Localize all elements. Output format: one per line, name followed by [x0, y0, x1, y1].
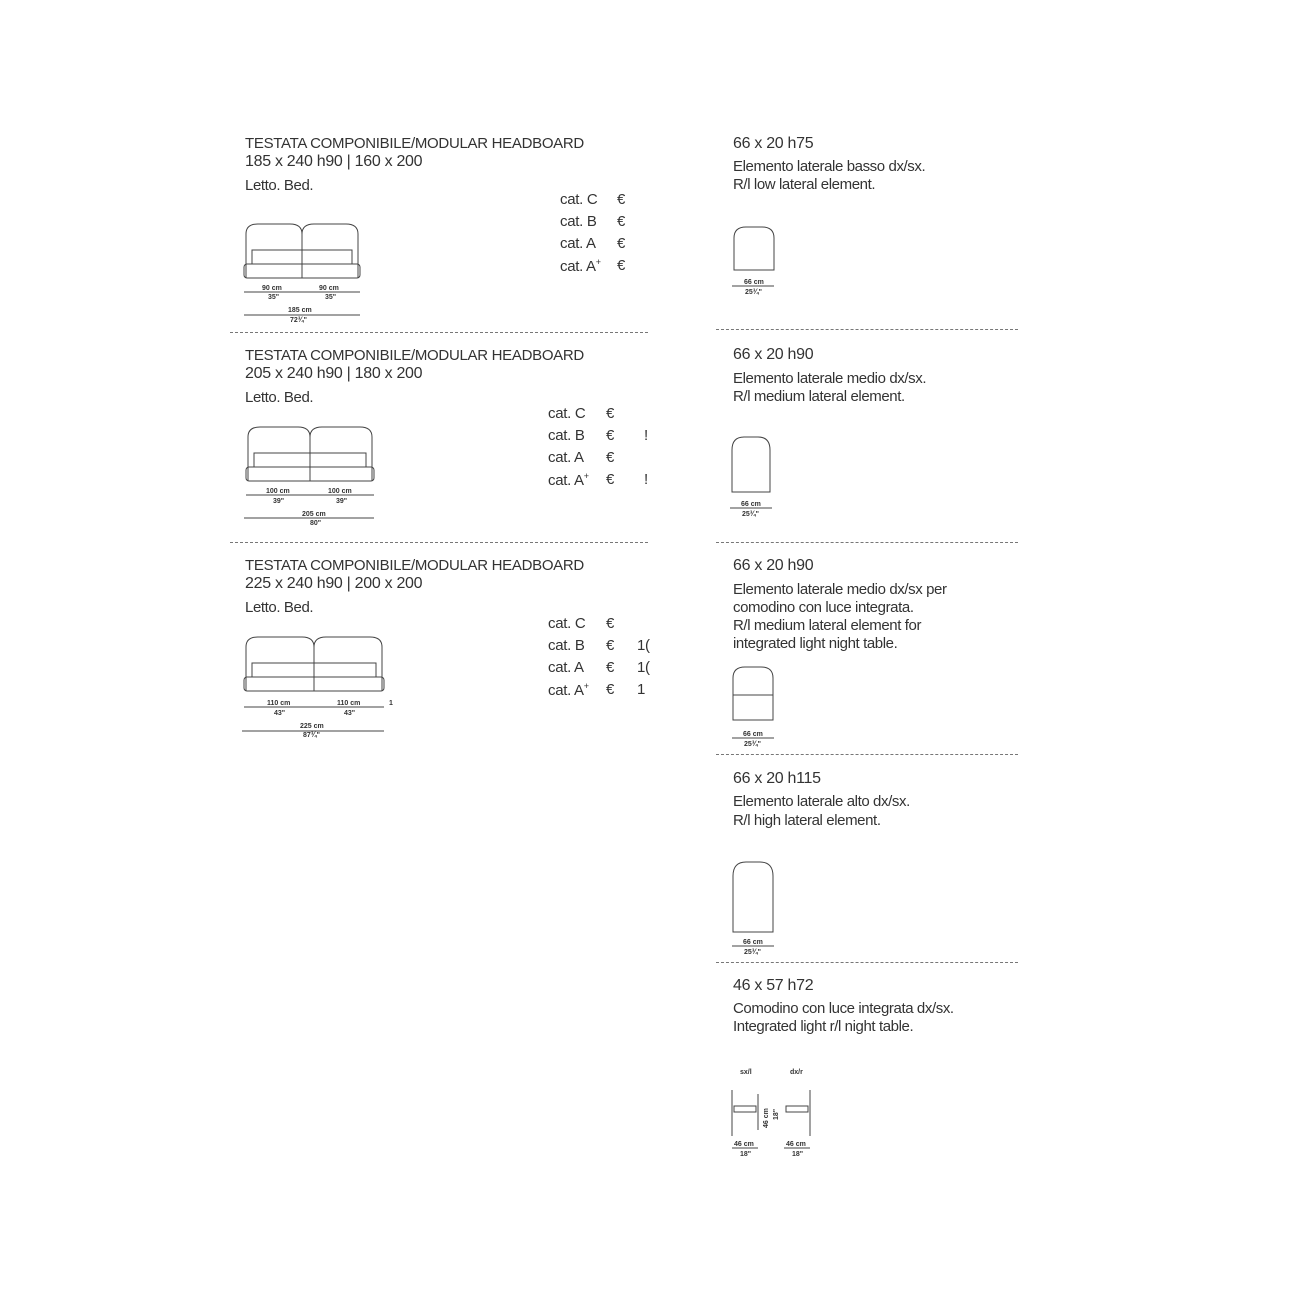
lateral-element-drawing [728, 858, 788, 958]
currency-symbol: € [606, 449, 615, 466]
price-row-cat-c: cat. C [560, 191, 598, 208]
price-value: 1 [637, 681, 646, 698]
description-line: R/l high lateral element. [733, 812, 881, 829]
price-row-cat-c: cat. C [548, 405, 586, 422]
price-row-cat-b: cat. B [548, 427, 585, 444]
block-dimensions: 66 x 20 h115 [733, 770, 821, 787]
dimension-label: 46 cm [786, 1141, 806, 1148]
dimension-label: 25¾" [745, 289, 762, 296]
currency-symbol: € [606, 471, 615, 488]
dimension-label: 46 cm [734, 1141, 754, 1148]
description-line: Comodino con luce integrata dx/sx. [733, 1000, 954, 1017]
currency-symbol: € [617, 235, 626, 252]
dimension-label: 87¾" [303, 732, 320, 739]
dimension-label: 185 cm [288, 307, 312, 314]
price-row-cat-b: cat. B [560, 213, 597, 230]
currency-symbol: € [606, 681, 615, 698]
currency-symbol: € [617, 213, 626, 230]
currency-symbol: € [606, 659, 615, 676]
block-dimensions: 225 x 240 h90 | 200 x 200 [245, 575, 423, 592]
price-row-cat-a: cat. A [560, 235, 596, 252]
dimension-label: 72¾" [290, 317, 307, 324]
block-dimensions: 66 x 20 h75 [733, 135, 814, 152]
dimension-label: 110 cm [337, 700, 361, 707]
currency-symbol: € [606, 405, 615, 422]
dimension-label: 18" [773, 1108, 780, 1120]
dimension-label: 43" [344, 710, 356, 717]
block-note: Letto. Bed. [245, 599, 314, 616]
block-dimensions: 205 x 240 h90 | 180 x 200 [245, 365, 423, 382]
description-line: Elemento laterale basso dx/sx. [733, 158, 926, 175]
dimension-label: 25¾" [744, 741, 761, 748]
dimension-label: 18" [740, 1151, 752, 1158]
dimension-label: 35" [268, 294, 280, 301]
section-divider [716, 542, 1018, 543]
description-line: R/l low lateral element. [733, 176, 876, 193]
currency-symbol: € [617, 191, 626, 208]
price-row-cat-a-plus: cat. A+ [548, 681, 589, 699]
price-row-cat-c: cat. C [548, 615, 586, 632]
block-title: TESTATA COMPONIBILE/MODULAR HEADBOARD [245, 347, 584, 364]
description-line: R/l medium lateral element. [733, 388, 905, 405]
description-line: comodino con luce integrata. [733, 599, 914, 616]
section-divider [716, 962, 1018, 963]
price-value: 1( [637, 659, 650, 676]
currency-symbol: € [606, 637, 615, 654]
dimension-label: 43" [274, 710, 286, 717]
block-dimensions: 66 x 20 h90 [733, 557, 814, 574]
section-divider [716, 329, 1018, 330]
price-row-cat-b: cat. B [548, 637, 585, 654]
night-table-drawing [728, 1064, 828, 1164]
dimension-label: 90 cm [319, 285, 339, 292]
block-title: TESTATA COMPONIBILE/MODULAR HEADBOARD [245, 135, 584, 152]
dimension-label: 39" [336, 498, 348, 505]
dimension-label: 100 cm [266, 488, 290, 495]
dimension-label: 110 cm [267, 700, 291, 707]
price-row-cat-a: cat. A [548, 449, 584, 466]
side-label-left: sx/l [740, 1069, 752, 1076]
dimension-label: 66 cm [743, 731, 763, 738]
section-divider [716, 754, 1018, 755]
currency-symbol: € [606, 427, 615, 444]
dimension-label: 66 cm [741, 501, 761, 508]
price-value: ! [644, 471, 648, 488]
description-line: integrated light night table. [733, 635, 898, 652]
description-line: Elemento laterale medio dx/sx. [733, 370, 927, 387]
block-note: Letto. Bed. [245, 177, 314, 194]
headboard-drawing [240, 220, 365, 330]
headboard-drawing [240, 423, 380, 533]
price-value: ! [644, 427, 648, 444]
dimension-label: 225 cm [300, 723, 324, 730]
dimension-label: 205 cm [302, 511, 326, 518]
currency-symbol: € [617, 257, 626, 274]
dimension-label: 25¾" [742, 511, 759, 518]
dimension-label: 46 cm [763, 1108, 770, 1128]
description-line: R/l medium lateral element for [733, 617, 922, 634]
description-line: Elemento laterale medio dx/sx per [733, 581, 947, 598]
price-value: 1( [637, 637, 650, 654]
price-row-cat-a-plus: cat. A+ [548, 471, 589, 489]
lateral-element-drawing [728, 664, 788, 750]
side-label-right: dx/r [790, 1069, 803, 1076]
dimension-label: 66 cm [744, 279, 764, 286]
dimension-label: 25¾" [744, 949, 761, 956]
price-row-cat-a: cat. A [548, 659, 584, 676]
block-title: TESTATA COMPONIBILE/MODULAR HEADBOARD [245, 557, 584, 574]
section-divider [230, 542, 648, 543]
block-dimensions: 46 x 57 h72 [733, 977, 814, 994]
dimension-label: 35" [325, 294, 337, 301]
section-divider [230, 332, 648, 333]
description-line: Elemento laterale alto dx/sx. [733, 793, 910, 810]
dimension-label: 90 cm [262, 285, 282, 292]
block-note: Letto. Bed. [245, 389, 314, 406]
price-row-cat-a-plus: cat. A+ [560, 257, 601, 275]
block-dimensions: 66 x 20 h90 [733, 346, 814, 363]
dimension-label: 1 [389, 700, 393, 707]
dimension-label: 66 cm [743, 939, 763, 946]
dimension-label: 39" [273, 498, 285, 505]
headboard-drawing [240, 633, 400, 743]
lateral-element-drawing [726, 434, 786, 522]
lateral-element-drawing [728, 224, 788, 299]
currency-symbol: € [606, 615, 615, 632]
description-line: Integrated light r/l night table. [733, 1018, 914, 1035]
dimension-label: 18" [792, 1151, 804, 1158]
dimension-label: 80" [310, 520, 322, 527]
block-dimensions: 185 x 240 h90 | 160 x 200 [245, 153, 423, 170]
dimension-label: 100 cm [328, 488, 352, 495]
